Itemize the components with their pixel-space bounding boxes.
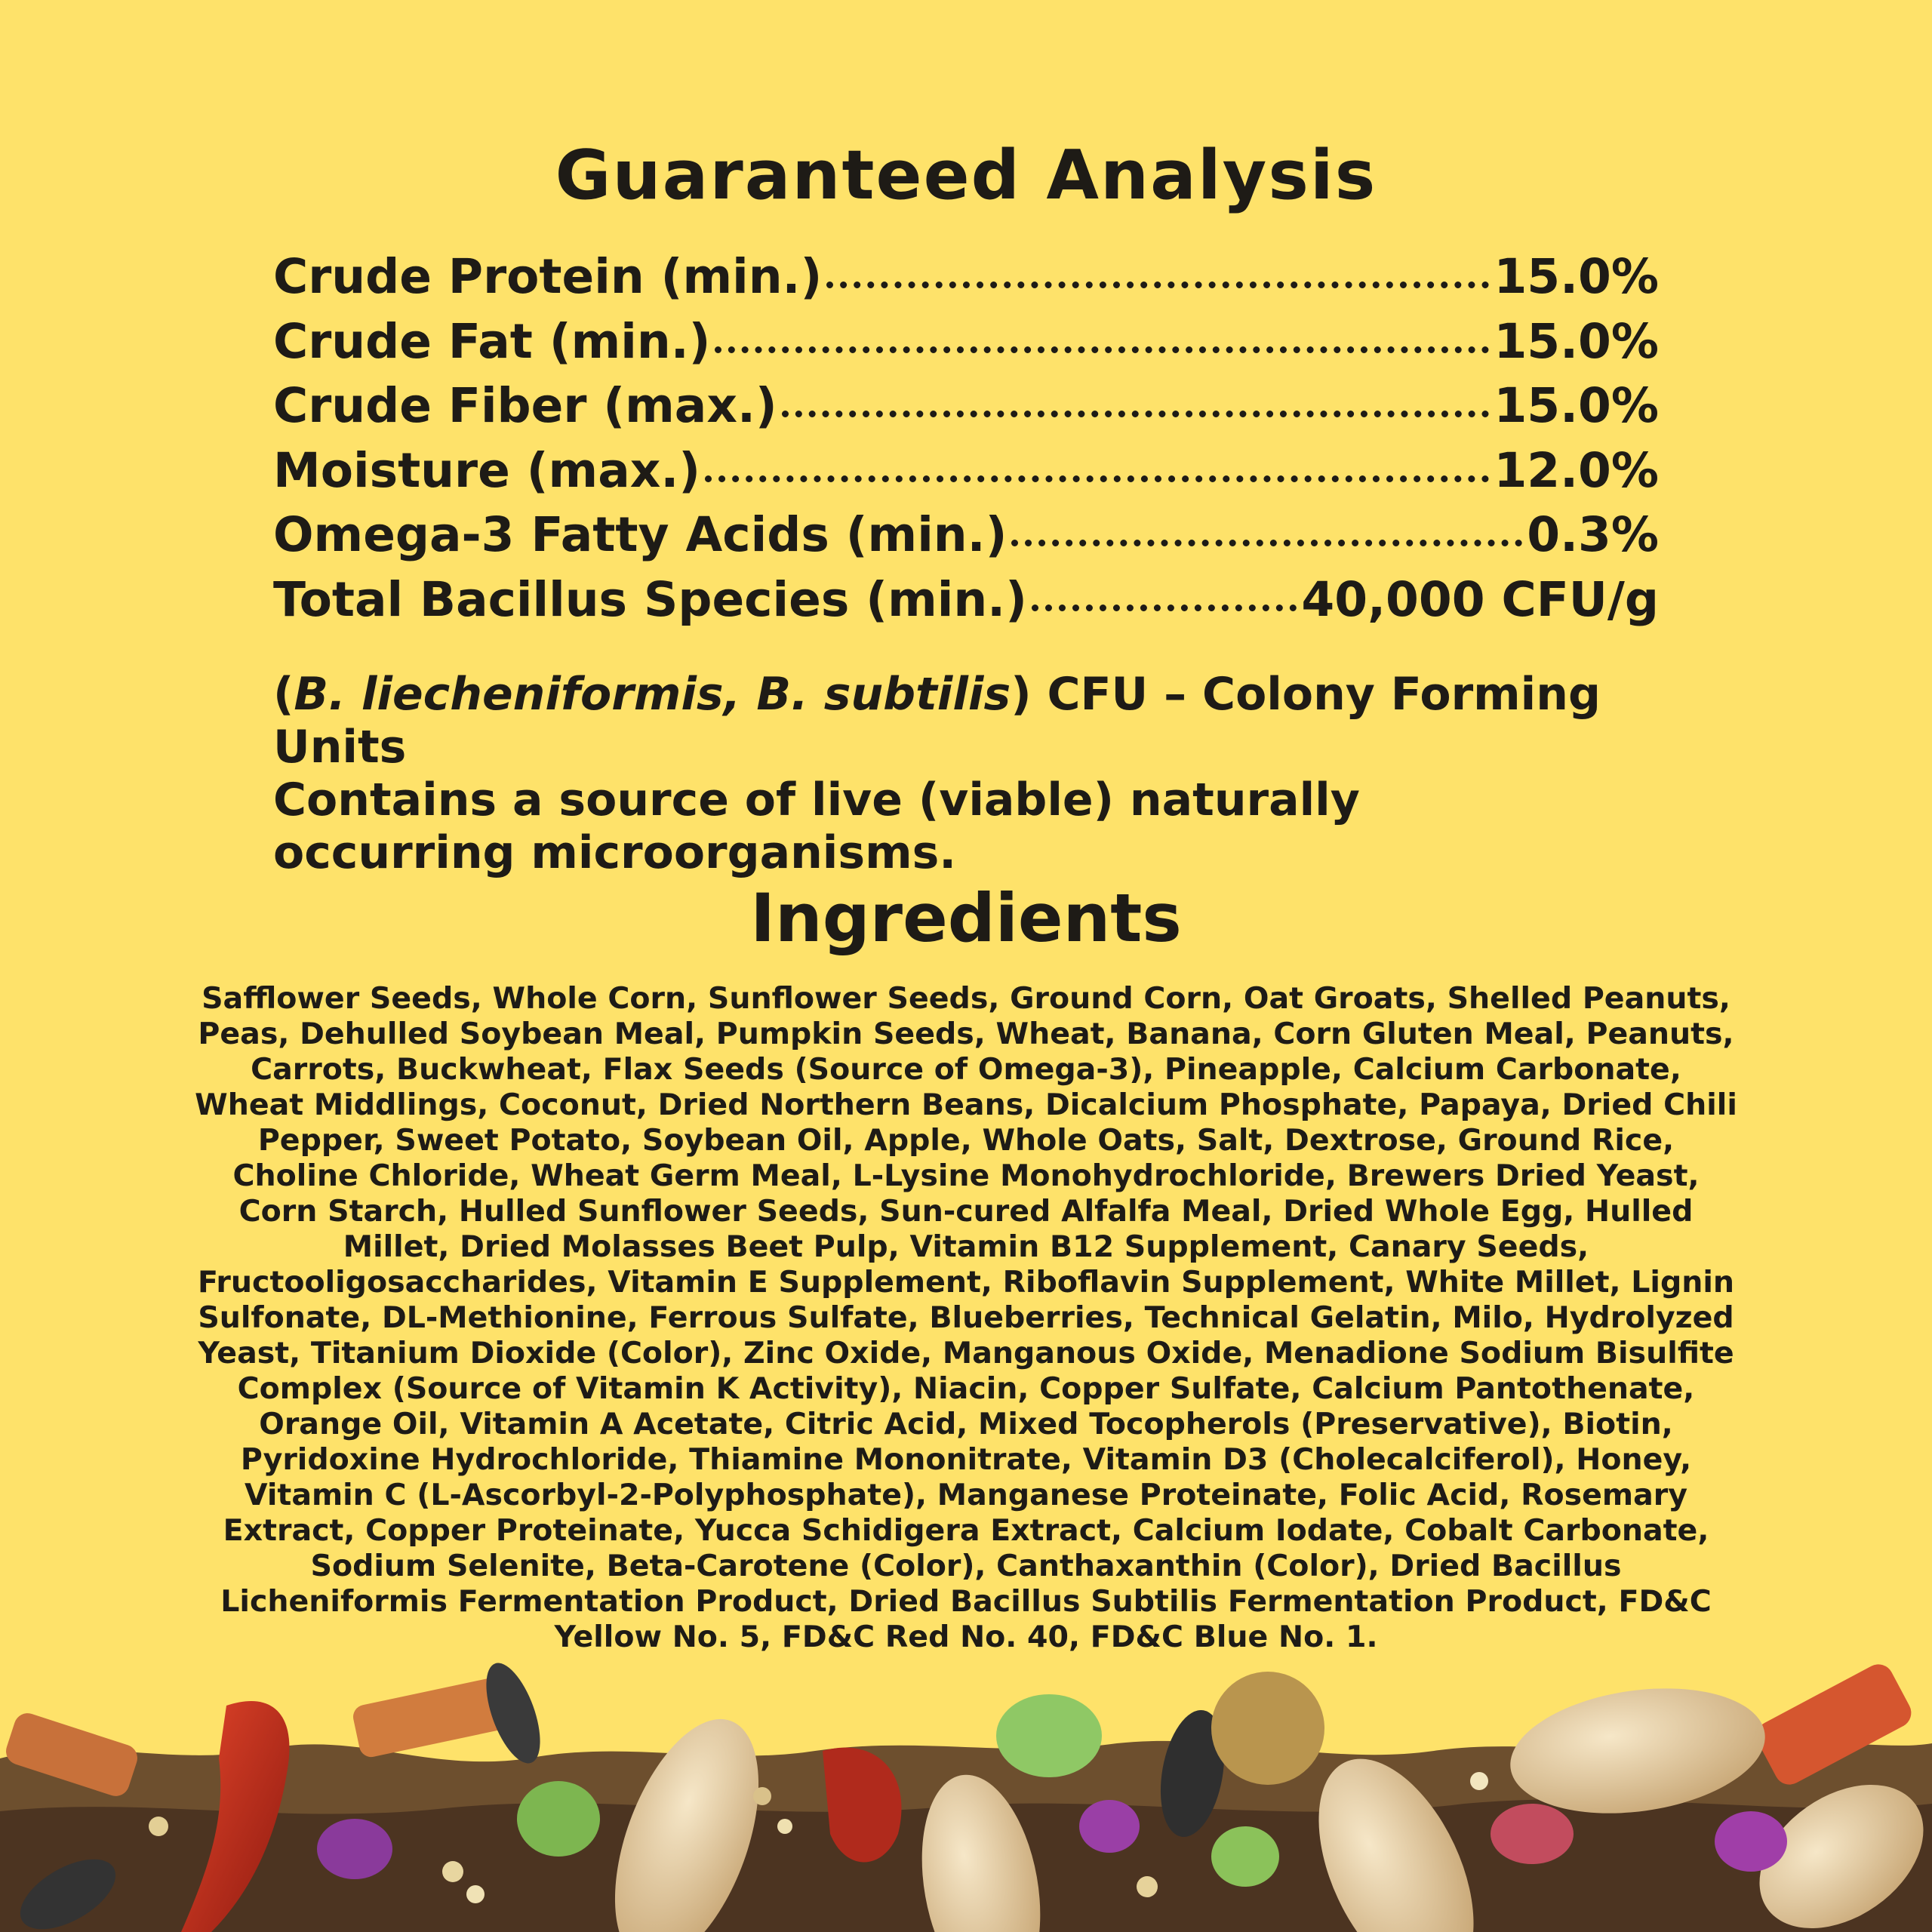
probiotic-note: [273, 668, 1669, 879]
bacillus-species: B. liecheniformis, B. subtilis: [294, 668, 1011, 721]
dot-leader: [782, 411, 1490, 417]
ingredients-title: Ingredients: [750, 879, 1182, 957]
guaranteed-analysis-title: Guaranteed Analysis: [555, 136, 1377, 215]
analysis-value: 12.0%: [1494, 442, 1659, 498]
ingredients-list: Safflower Seeds, Whole Corn, Sunflower Seeds, Ground Corn, Oat Groats, Shelled Peanuts, Peas, Dehulled Soybean Meal, Pumpkin Seeds, Wheat, Banana, Corn Gluten Meal, Peanuts, Carrots, Buckwheat, Flax Seeds (Source of Omega-3), Pineapple, Calcium Carbonate, Wheat Middlings, Coconut, Dried Northern Beans, Dicalcium Phosphate, Papaya, Dried Chili Pepper, Sweet Potato, Soybean Oil, Apple, Whole Oats, Salt, Dextrose, Ground Rice, Choline Chloride, Wheat Germ Meal, L-Lysine Monohydrochloride, Brewers Dried Yeast, Corn Starch, Hulled Sunflower Seeds, Sun-cured Alfalfa Meal, Dried Whole Egg, Hulled Millet, Dried Molasses Beet Pulp, Vitamin B12 Supplement, Canary Seeds, Fructooligosaccharides, Vitamin E Supplement, Riboflavin Supplement, White Millet, Lignin Sulfonate, DL-Methionine, Ferrous Sulfate, Blueberries, Technical Gelatin, Milo, Hydrolyzed Yeast, Titanium Dioxide (Color), Zinc Oxide, Manganous Oxide, Menadione Sodium Bisulfite Complex (Source of Vitamin K Activity), Niacin, Copper Sulfate, Calcium Pantothenate, Orange Oil, Vitamin A Acetate, Citric Acid, Mixed Tocopherols (Preservative), Biotin, Pyridoxine Hydrochloride, Thiamine Mononitrate, Vitamin D3 (Cholecalciferol), Honey, Vitamin C (L-Ascorbyl-2-Polyphosphate), Manganese Proteinate, Folic Acid, Rosemary Extract, Copper Proteinate, Yucca Schidigera Extract, Calcium Iodate, Cobalt Carbonate, Sodium Selenite, Beta-Carotene (Color), Canthaxanthin (Color), Dried Bacillus Licheniformis Fermentation Product, Dried Bacillus Subtilis Fermentation Product, FD&C Yellow No. 5, FD&C Red No. 40, FD&C Blue No. 1.: [195, 981, 1737, 1654]
dot-leader: [1011, 540, 1522, 546]
seed-mix-image: [0, 1645, 1932, 1932]
analysis-label: Crude Fiber (max.): [273, 378, 777, 433]
dot-leader: [826, 281, 1489, 288]
analysis-row: [273, 572, 1659, 637]
analysis-label: Total Bacillus Species (min.): [273, 571, 1027, 627]
analysis-row: [273, 249, 1659, 314]
analysis-row: [273, 378, 1659, 443]
dot-leader: [1032, 605, 1297, 611]
analysis-value: 15.0%: [1494, 313, 1659, 369]
note-line-1: (B. liecheniformis, B. subtilis) CFU – Colony Forming Units: [273, 668, 1601, 774]
guaranteed-analysis-table: [273, 249, 1659, 636]
analysis-value: 15.0%: [1494, 249, 1659, 304]
analysis-label: Omega-3 Fatty Acids (min.): [273, 507, 1008, 562]
analysis-row: [273, 443, 1659, 508]
analysis-row: [273, 314, 1659, 379]
analysis-label: Crude Fat (min.): [273, 313, 711, 369]
analysis-value: 40,000 CFU/g: [1301, 571, 1659, 627]
note-line-3: occurring microorganisms.: [273, 826, 957, 879]
analysis-row: [273, 507, 1659, 572]
analysis-label: Moisture (max.): [273, 442, 701, 498]
dot-leader: [715, 346, 1489, 353]
note-line-2: Contains a source of live (viable) naturally: [273, 774, 1360, 826]
dot-leader: [705, 475, 1489, 482]
analysis-label: Crude Protein (min.): [273, 249, 823, 304]
analysis-value: 15.0%: [1494, 378, 1659, 433]
analysis-value: 0.3%: [1527, 507, 1659, 562]
